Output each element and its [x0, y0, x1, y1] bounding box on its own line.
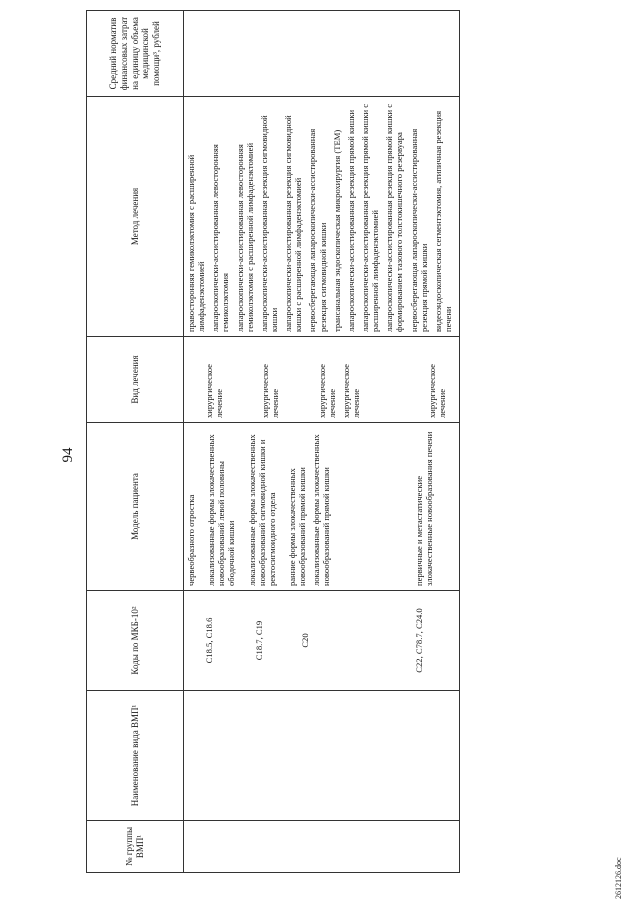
table-header-row: [87, 11, 184, 873]
method-rectum-nerve-sparing: нервосберегающая лапароскопически-ассистированная резекция прямой кишки: [408, 128, 429, 332]
type-cell: [184, 337, 460, 423]
header-name: Наименование вида ВМП¹: [87, 691, 184, 821]
model-sigmoid: локализованные формы злокачественных новообразований сигмовидной кишки и ректосигмоидного отдела: [246, 434, 277, 586]
header-method: Метод лечения: [87, 97, 184, 337]
method-rectum-resection-lymph: лапароскопически-ассистированная резекция прямой кишки с расширенной лимфаденэктомией: [359, 103, 381, 332]
header-cost: Средний норматив финансовых затрат на единицу объема медицинской помощи³, рублей: [87, 11, 184, 97]
model-rectum-early: ранние формы злокачественных новообразований прямой кишки: [286, 467, 308, 586]
treatment-table: [86, 10, 460, 873]
document-code: 2612126.doc: [614, 857, 623, 899]
method-sigmoid-resection-lymph: лапароскопически-ассистированная резекция сигмовидной кишки с расширенной лимфаденэктомией: [283, 115, 304, 332]
header-type: Вид лечения: [87, 337, 184, 423]
model-liver: первичные и метастатические злокачественные новообразования печени: [413, 431, 434, 586]
method-sigmoid-nerve-sparing: нервосберегающая лапароскопически-ассистированная резекция сигмовидной кишки: [307, 128, 328, 332]
header-group: № группы ВМП¹: [87, 821, 184, 873]
name-cell: [184, 691, 460, 821]
codes-c18-7: C18.7, C19: [254, 620, 265, 661]
model-cell: [184, 423, 460, 591]
header-model: Модель пациента: [87, 423, 184, 591]
model-left-colon: локализованные формы злокачественных новообразований левой половины ободочной кишки: [206, 434, 237, 586]
codes-cell: [184, 591, 460, 691]
method-sigmoid-resection: лапароскопически-ассистированная резекция сигмовидной кишки: [258, 115, 279, 332]
type-surgical-5: хирургическое лечение: [427, 364, 448, 418]
model-appendix: червеобразного отростка: [186, 494, 196, 586]
group-cell: [184, 821, 460, 873]
header-codes: Коды по МКБ-10²: [87, 591, 184, 691]
method-right-hemicolectomy: правосторонняя гемиколэктомия с расширенной лимфаденэктомией: [186, 154, 207, 332]
codes-c20: C20: [300, 633, 311, 648]
method-rectum-reservoir: лапароскопически-ассистированная резекция прямой кишки с формированием тазового толстокишечного резервуара: [384, 103, 405, 332]
page-number: 94: [60, 447, 76, 463]
method-cell: [184, 97, 460, 337]
method-rectum-resection: лапароскопически-ассистированная резекция прямой кишки: [345, 109, 356, 332]
type-surgical-3: хирургическое лечение: [316, 364, 337, 418]
table-row: [184, 11, 460, 873]
codes-c18-5: C18.5, C18.6: [204, 617, 214, 664]
type-surgical-2: хирургическое лечение: [260, 364, 281, 418]
model-rectum-local: локализованные формы злокачественных новообразований прямой кишки: [311, 434, 332, 586]
method-left-hemicolectomy-lymph: лапароскопически-ассистированная левосторонняя гемиколэктомия с расширенной лимфаденэктомией: [234, 142, 255, 332]
type-surgical-4: хирургическое лечение: [340, 364, 361, 418]
type-surgical-1: хирургическое лечение: [204, 364, 225, 418]
codes-c22: C22, C78.7, C24.0: [414, 608, 425, 673]
method-liver-segmentectomy: видеоэндоскопическая сегментэктомия, атипичная резекция печени: [432, 110, 453, 332]
cost-cell: [184, 11, 460, 97]
method-left-hemicolectomy: лапароскопически-ассистированная левосторонняя гемиколэктомия: [210, 144, 231, 332]
method-tem: трансанальная эндоскопическая микрохирургия (ТЕМ): [331, 129, 342, 332]
